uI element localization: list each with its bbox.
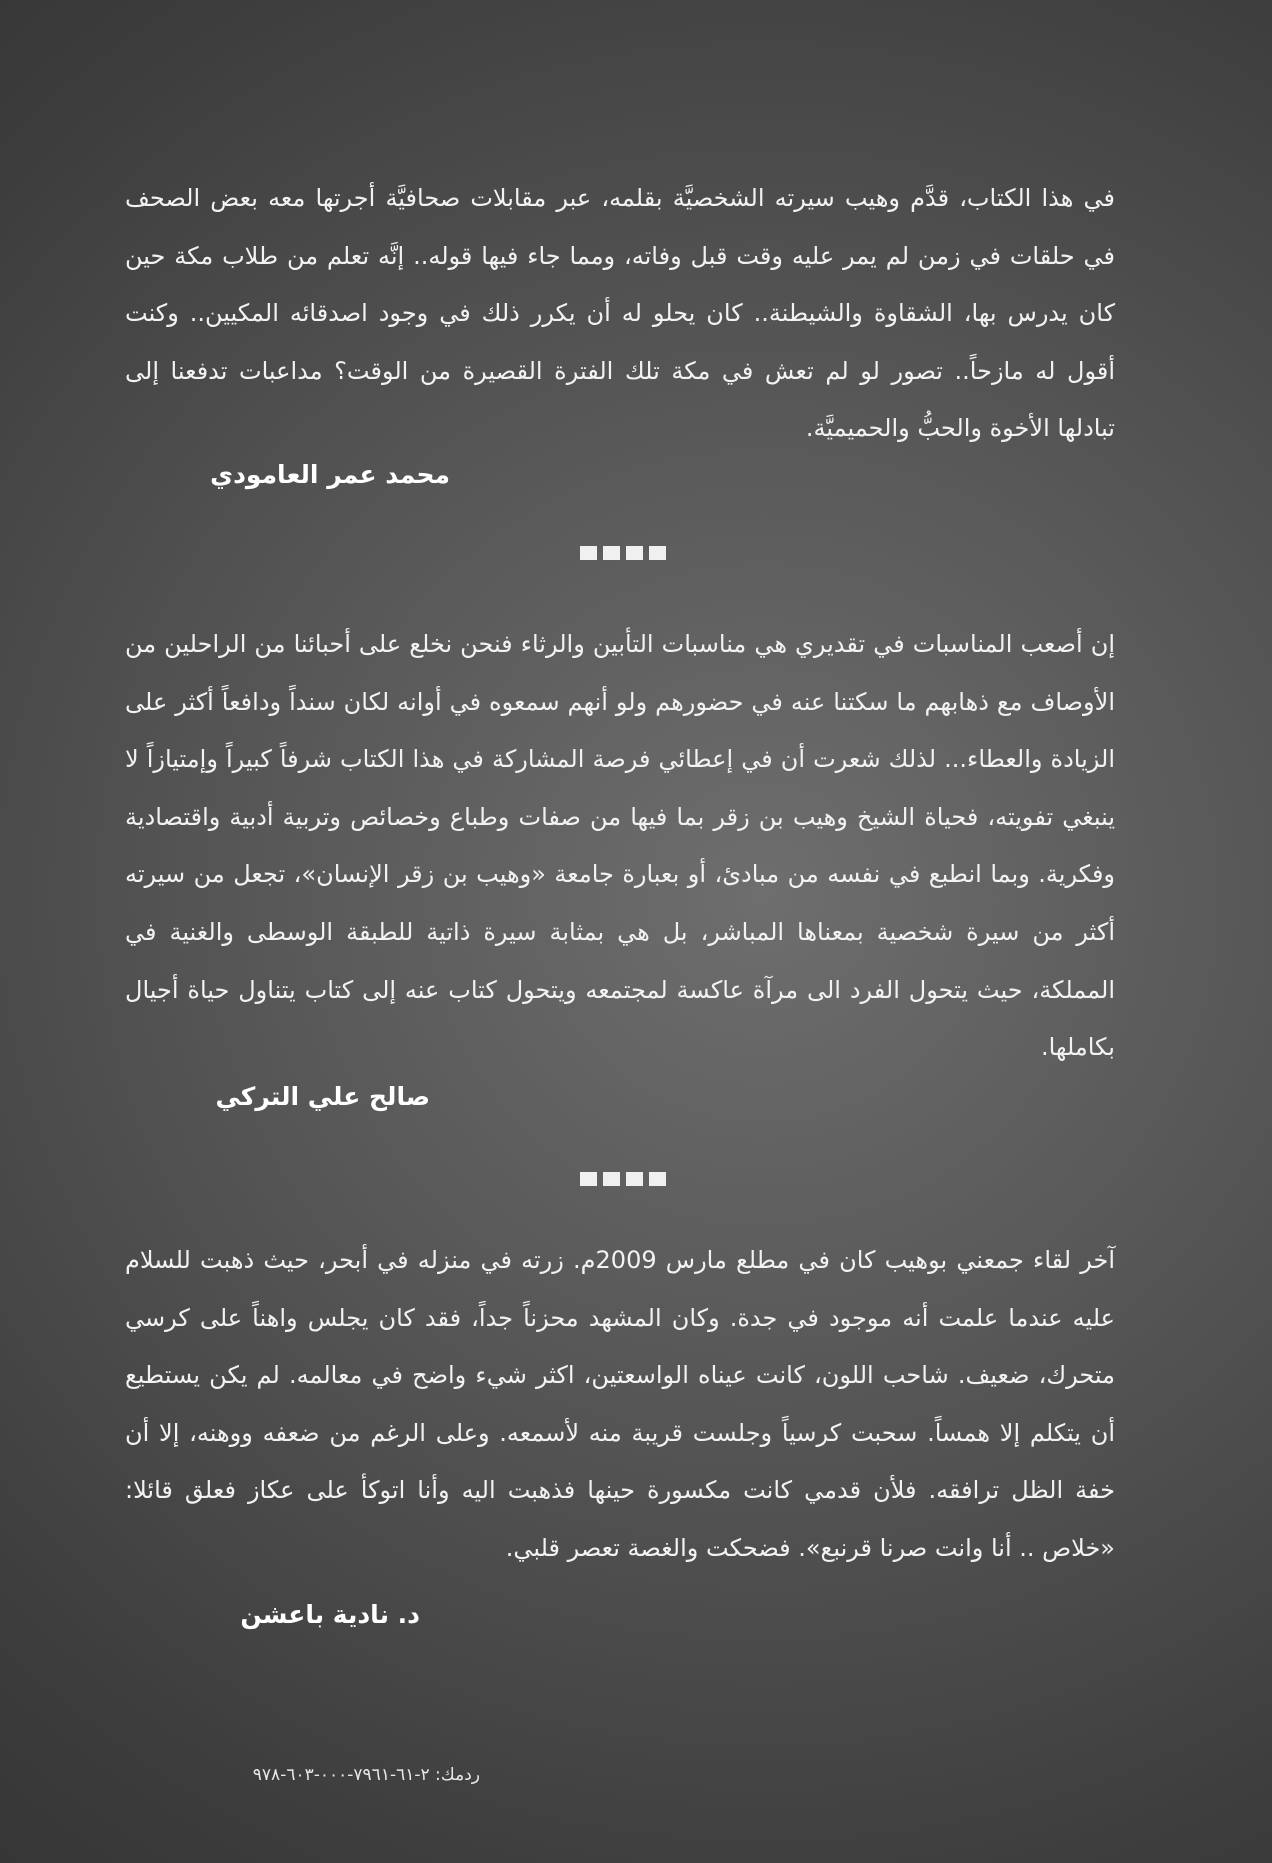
separator-square bbox=[580, 546, 597, 560]
testimonial-3 bbox=[125, 1232, 1115, 1578]
separator-square bbox=[580, 1172, 597, 1186]
separator-square bbox=[603, 1172, 620, 1186]
separator-2 bbox=[580, 1172, 666, 1188]
isbn-label: ردمك: ٢-٦١-٧٩٦١-٠٠٠-٦٠٣-٩٧٨ bbox=[252, 1765, 480, 1785]
testimonial-1-text: في هذا الكتاب، قدَّم وهيب سيرته الشخصيَّة بقلمه، عبر مقابلات صحافيَّة أجرتها معه بعض الصحف في حلقات في زمن لم يمر عليه وقت قبل وفاته، ومما جاء فيها قوله.. إنَّه تعلم من طلاب مكة حين كان يدرس بها، الشقاوة والشيطنة.. كان يحلو له أن يكرر ذلك في وجود اصدقائه المكيين.. وكنت أقول له مازحاً.. تصور لو لم تعش في مكة تلك الفترة القصيرة من الوقت؟ مداعبات تدفعنا إلى تبادلها الأخوة والحبُّ والحميميَّة. bbox=[125, 184, 1115, 443]
testimonial-2-author: صالح علي التركي bbox=[215, 1082, 430, 1111]
separator-square bbox=[649, 1172, 666, 1186]
separator-square bbox=[626, 546, 643, 560]
testimonial-3-text: آخر لقاء جمعني بوهيب كان في مطلع مارس 2009م. زرته في منزله في أبحر، حيث ذهبت للسلام عليه عندما علمت أنه موجود في جدة. وكان المشهد محزناً جداً، فقد كان يجلس واهناً على كرسي متحرك، ضعيف. شاحب اللون، كانت عيناه الواسعتين، اكثر شيء واضح في معالمه. لم يكن يستطيع أن يتكلم إلا همساً. سحبت كرسياً وجلست قريبة منه لأسمعه. وعلى الرغم من ضعفه ووهنه، إلا أن خفة الظل ترافقه. فلأن قدمي كانت مكسورة حينها فذهبت اليه وأنا اتوكأ على عكاز فعلق قائلا: «خلاص .. أنا وانت صرنا قرنبع». فضحكت والغصة تعصر قلبي. bbox=[125, 1246, 1115, 1562]
testimonial-1-author: محمد عمر العامودي bbox=[210, 460, 450, 489]
separator-square bbox=[626, 1172, 643, 1186]
testimonial-2 bbox=[125, 616, 1115, 1077]
testimonial-3-author: د. نادية باعشن bbox=[240, 1600, 420, 1629]
testimonial-2-text: إن أصعب المناسبات في تقديري هي مناسبات التأبين والرثاء فنحن نخلع على أحبائنا من الراحلين من الأوصاف مع ذهابهم ما سكتنا عنه في حضورهم ولو أنهم سمعوه في أوانه لكان سنداً ودافعاً أكثر على الزيادة والعطاء... لذلك شعرت أن في إعطائي فرصة المشاركة في هذا الكتاب شرفاً كبيراً وإمتيازاً لا ينبغي تفويته، فحياة الشيخ وهيب بن زقر بما فيها من صفات وطباع وخصائص وتربية أدبية واقتصادية وفكرية. وبما انطبع في نفسه من مبادئ، أو بعبارة جامعة «وهيب بن زقر الإنسان»، تجعل من سيرته أكثر من سيرة شخصية بمعناها المباشر، بل هي بمثابة سيرة ذاتية للطبقة الوسطى والغنية في المملكة، حيث يتحول الفرد الى مرآة عاكسة لمجتمعه ويتحول كتاب عنه إلى كتاب يتناول حياة أجيال بكاملها. bbox=[125, 630, 1115, 1062]
separator-1 bbox=[580, 546, 666, 562]
separator-square bbox=[603, 546, 620, 560]
separator-square bbox=[649, 546, 666, 560]
testimonial-1 bbox=[125, 170, 1115, 458]
